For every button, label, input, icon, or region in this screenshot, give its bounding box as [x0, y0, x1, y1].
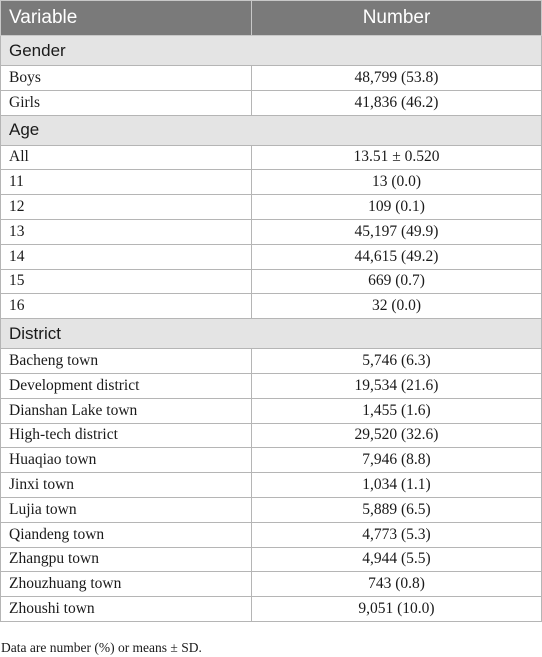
row-label: Huaqiao town [1, 448, 252, 473]
row-label: Lujia town [1, 497, 252, 522]
row-value: 41,836 (46.2) [252, 90, 542, 115]
table-row [1, 219, 542, 244]
row-value: 48,799 (53.8) [252, 66, 542, 91]
table-row [1, 269, 542, 294]
table-row [1, 66, 542, 91]
table-row [1, 170, 542, 195]
row-value: 13 (0.0) [252, 170, 542, 195]
row-label: Zhouzhuang town [1, 572, 252, 597]
row-label: Girls [1, 90, 252, 115]
row-label: Zhangpu town [1, 547, 252, 572]
row-value: 1,034 (1.1) [252, 473, 542, 498]
table-row [1, 547, 542, 572]
row-value: 44,615 (49.2) [252, 244, 542, 269]
row-value: 13.51 ± 0.520 [252, 145, 542, 170]
row-label: 15 [1, 269, 252, 294]
row-value: 32 (0.0) [252, 294, 542, 319]
row-label: Bacheng town [1, 349, 252, 374]
row-value: 7,946 (8.8) [252, 448, 542, 473]
row-label: 13 [1, 219, 252, 244]
row-value: 45,197 (49.9) [252, 219, 542, 244]
header-variable: Variable [1, 1, 252, 36]
section-row [1, 319, 542, 349]
row-label: Jinxi town [1, 473, 252, 498]
section-title: District [1, 319, 542, 349]
row-label: High-tech district [1, 423, 252, 448]
table-row [1, 90, 542, 115]
row-value: 5,746 (6.3) [252, 349, 542, 374]
header-number: Number [252, 1, 542, 36]
row-label: Zhoushi town [1, 597, 252, 622]
row-value: 1,455 (1.6) [252, 398, 542, 423]
footnote: Data are number (%) or means ± SD. [1, 639, 202, 655]
row-value: 9,051 (10.0) [252, 597, 542, 622]
row-label: 14 [1, 244, 252, 269]
table-row [1, 522, 542, 547]
header-row [1, 1, 542, 36]
table-row [1, 497, 542, 522]
row-label: Boys [1, 66, 252, 91]
row-value: 19,534 (21.6) [252, 373, 542, 398]
row-value: 29,520 (32.6) [252, 423, 542, 448]
section-title: Gender [1, 36, 542, 66]
row-label: 11 [1, 170, 252, 195]
table-row [1, 398, 542, 423]
row-label: 12 [1, 195, 252, 220]
row-value: 743 (0.8) [252, 572, 542, 597]
row-value: 669 (0.7) [252, 269, 542, 294]
row-value: 4,773 (5.3) [252, 522, 542, 547]
row-value: 4,944 (5.5) [252, 547, 542, 572]
section-title: Age [1, 115, 542, 145]
table-row [1, 244, 542, 269]
table-row [1, 294, 542, 319]
table-row [1, 145, 542, 170]
row-label: Dianshan Lake town [1, 398, 252, 423]
table-row [1, 572, 542, 597]
section-row [1, 36, 542, 66]
row-label: 16 [1, 294, 252, 319]
table-body [1, 36, 542, 622]
row-value: 5,889 (6.5) [252, 497, 542, 522]
row-label: All [1, 145, 252, 170]
row-label: Qiandeng town [1, 522, 252, 547]
table-row [1, 473, 542, 498]
row-label: Development district [1, 373, 252, 398]
table-row [1, 373, 542, 398]
section-row [1, 115, 542, 145]
table-row [1, 597, 542, 622]
table-row [1, 349, 542, 374]
row-value: 109 (0.1) [252, 195, 542, 220]
table-row [1, 423, 542, 448]
table-row [1, 448, 542, 473]
table-row [1, 195, 542, 220]
